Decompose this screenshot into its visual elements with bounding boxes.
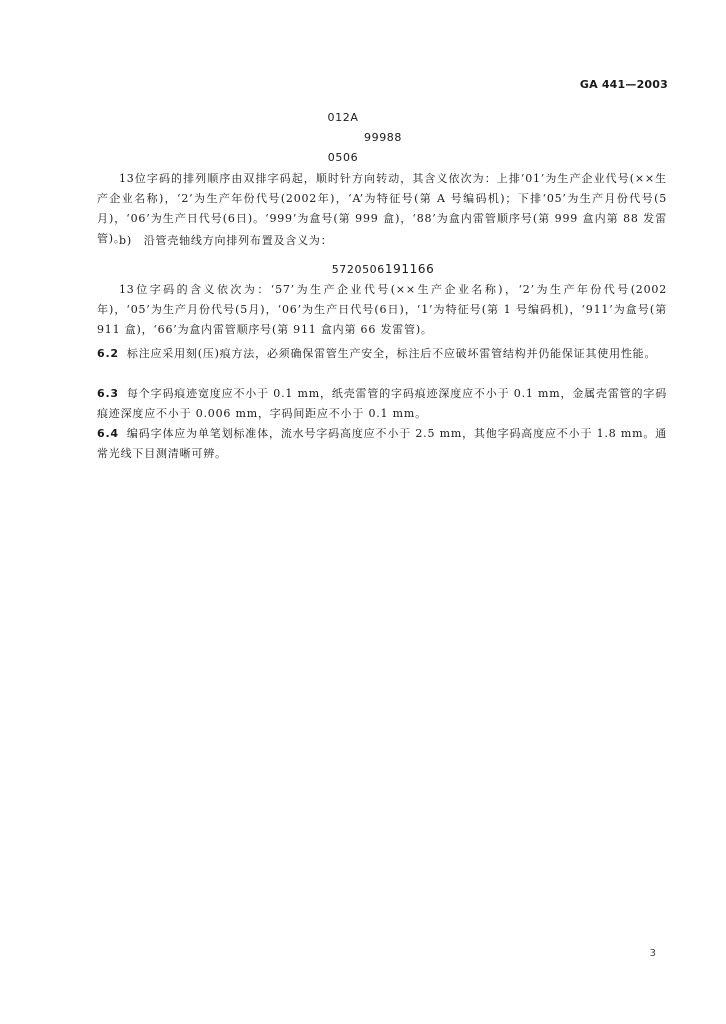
section-6-3-text: 每个字码痕迹宽度应不小于 0.1 mm，纸壳雷管的字码痕迹深度应不小于 0.1 mm，金属壳雷管的字码痕迹深度应不小于 0.006 mm，字码间距应不小于 0.1 mm。 bbox=[97, 387, 667, 420]
paragraph-axial-explanation: 13位字码的含义依次为：‘57’为生产企业代号(××生产企业名称)，‘2’为生产年份代号(2002年)，‘05’为生产月份代号(5月)，‘06’为生产日代号(6日)，‘1’为特征号(第 1 号编码机)，‘911’为盒号(第 911 盒)，‘66’为盒内雷管顺序号(第 911 盒内第 66 发雷管)。 bbox=[97, 283, 667, 336]
section-6-4 bbox=[97, 424, 667, 464]
section-6-2-number: 6.2 bbox=[97, 347, 119, 360]
section-6-4-number: 6.4 bbox=[97, 427, 119, 440]
section-6-3 bbox=[97, 384, 667, 424]
section-6-3-number: 6.3 bbox=[97, 387, 119, 400]
code-example-line-2: 99988 bbox=[364, 131, 402, 144]
code-example-line-1: 012A bbox=[327, 111, 359, 124]
code-example-axial bbox=[20, 262, 726, 276]
code-axial-suffix: 191166 bbox=[384, 262, 435, 276]
code-axial-prefix: 5720506 bbox=[331, 263, 385, 276]
document-code-header: GA 441—2003 bbox=[579, 78, 668, 91]
section-6-4-text: 编码字体应为单笔划标准体，流水号字码高度应不小于 2.5 mm，其他字码高度应不小于 1.8 mm。通常光线下目测清晰可辨。 bbox=[97, 427, 667, 460]
paragraph-double-row-explanation: 13位字码的排列顺序由双排字码起，顺时针方向转动，其含义依次为：上排‘01’为生产企业代号(××生产企业名称)，‘2’为生产年份代号(2002年)，‘A’为特征号(第 A 号编码机)；下排‘05’为生产月份代号(5月)，‘06’为生产日代号(6日)。‘999’为盒号(第 999 盒)，‘88’为盒内雷管顺序号(第 999 盒内第 88 发雷管)。 bbox=[97, 172, 667, 245]
section-6-2-text: 标注应采用刻(压)痕方法，必须确保雷管生产安全，标注后不应破坏雷管结构并仍能保证其使用性能。 bbox=[126, 347, 657, 360]
item-b-heading: b) 沿管壳轴线方向排列布置及含义为： bbox=[119, 234, 333, 247]
code-example-line-3: 0506 bbox=[327, 151, 359, 164]
page-number: 3 bbox=[649, 948, 656, 959]
section-6-2 bbox=[97, 344, 667, 364]
